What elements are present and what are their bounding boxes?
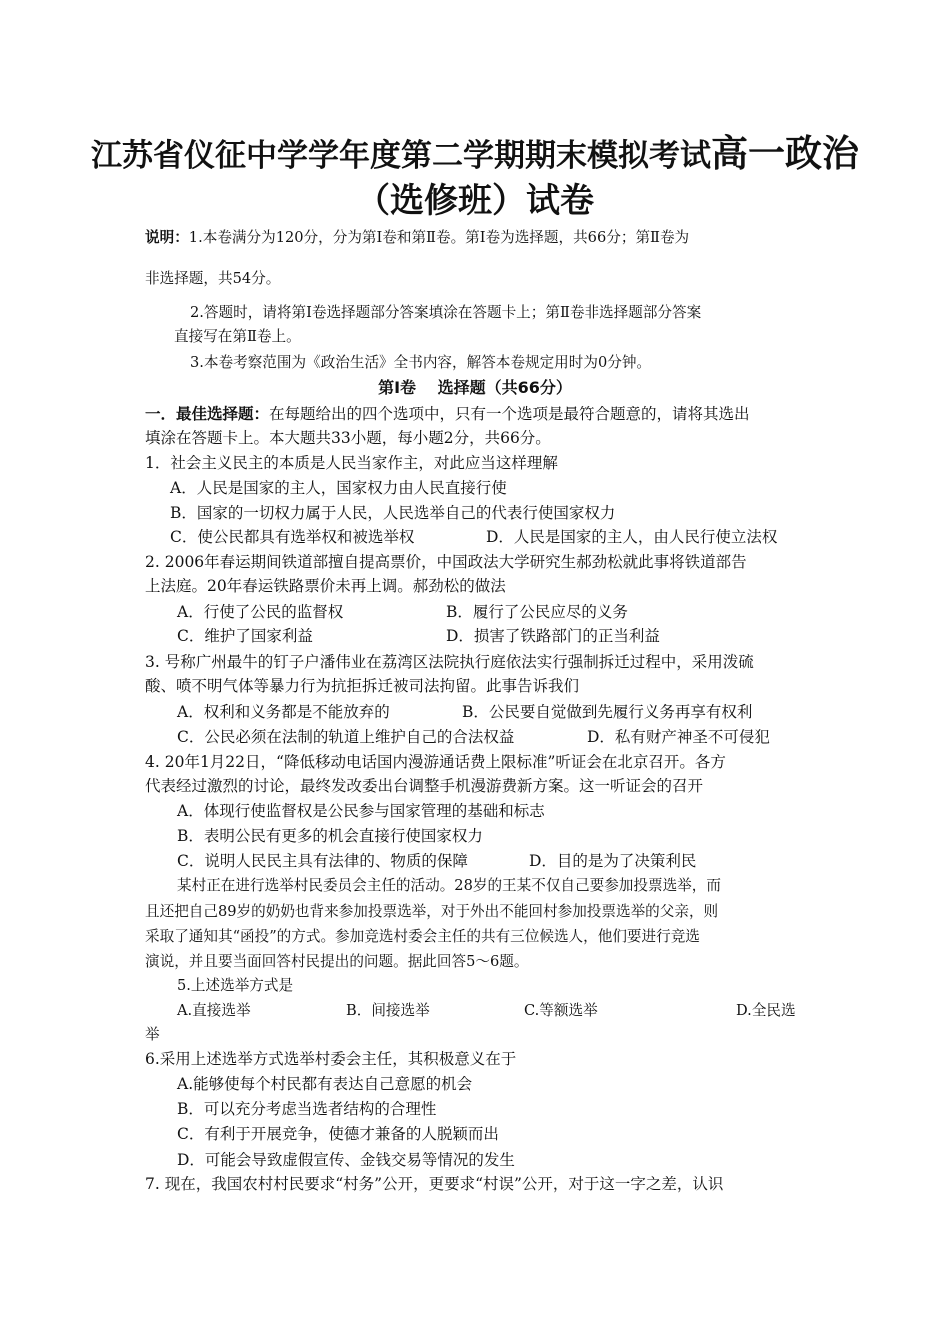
q1-stem: 1．社会主义民主的本质是人民当家作主，对此应当这样理解 [145, 454, 558, 472]
note-1-cont: 非选择题，共54分。 [145, 270, 281, 287]
part1-instruction [145, 402, 750, 426]
passage-line-1: 某村正在进行选举村民委员会主任的活动。28岁的王某不仅自己要参加投票选举，而 [177, 877, 721, 894]
q5-option-d-cont: 举 [145, 1026, 160, 1043]
q2-option-b: B．履行了公民应尽的义务 [446, 603, 628, 621]
note-1 [145, 226, 689, 250]
q6-option-a: A.能够使每个村民都有表达自己意愿的机会 [177, 1075, 473, 1093]
q4-stem-cont: 代表经过激烈的讨论，最终发改委出台调整手机漫游费新方案。这一听证会的召开 [145, 777, 704, 795]
q1-option-c: C．使公民都具有选举权和被选举权 [170, 528, 415, 546]
note-2: 2.答题时，请将第Ⅰ卷选择题部分答案填涂在答题卡上；第Ⅱ卷非选择题部分答案 [190, 304, 702, 321]
q7-stem: 7. 现在，我国农村村民要求“村务”公开，更要求“村误”公开，对于这一字之差，认识 [145, 1175, 724, 1193]
q3-stem-cont: 酸、喷不明气体等暴力行为抗拒拆迁被司法拘留。此事告诉我们 [145, 677, 580, 695]
note-2-cont: 直接写在第Ⅱ卷上。 [174, 328, 301, 345]
q2-option-c: C．维护了国家利益 [177, 627, 313, 645]
q3-option-b: B．公民要自觉做到先履行义务再享有权利 [462, 703, 753, 721]
q5-option-b: B．间接选举 [346, 1002, 430, 1019]
q2-option-a: A．行使了公民的监督权 [177, 603, 344, 621]
part1-text: 在每题给出的四个选项中，只有一个选项是最符合题意的，请将其选出 [269, 405, 750, 423]
exam-title-main: 江苏省仪征中学学年度第二学期期末模拟考试 [91, 138, 711, 174]
passage-line-2: 且还把自己89岁的奶奶也背来参加投票选举，对于外出不能回村参加投票选举的父亲，则 [145, 903, 719, 920]
exam-title-subject: 高一政治 [711, 132, 859, 175]
section-title: 第Ⅰ卷 选择题（共66分） [378, 378, 572, 397]
q2-stem-cont: 上法庭。20年春运铁路票价未再上调。郝劲松的做法 [145, 577, 506, 595]
note-1-text: 1.本卷满分为120分，分为第Ⅰ卷和第Ⅱ卷。第Ⅰ卷为选择题，共66分；第Ⅱ卷为 [188, 229, 690, 246]
q3-option-a: A．权利和义务都是不能放弃的 [177, 703, 390, 721]
q4-stem: 4. 20年1月22日，“降低移动电话国内漫游通话费上限标准”听证会在北京召开。各方 [145, 753, 726, 771]
q3-option-c: C．公民必须在法制的轨道上维护自己的合法权益 [177, 728, 515, 746]
q5-option-d: D.全民选 [736, 1002, 796, 1019]
q6-option-d: D．可能会导致虚假宣传、金钱交易等情况的发生 [177, 1151, 515, 1169]
q4-option-b: B．表明公民有更多的机会直接行使国家权力 [177, 827, 483, 845]
q3-option-d: D．私有财产神圣不可侵犯 [587, 728, 770, 746]
q4-option-a: A．体现行使监督权是公民参与国家管理的基础和标志 [177, 802, 545, 820]
q2-stem: 2. 2006年春运期间铁道部擅自提高票价，中国政法大学研究生郝劲松就此事将铁道部告 [145, 553, 747, 571]
q5-option-c: C.等额选举 [524, 1002, 598, 1019]
q3-stem: 3. 号称广州最牛的钉子户潘伟业在荔湾区法院执行庭依法实行强制拆迁过程中，采用泼硫 [145, 653, 754, 671]
q6-option-b: B．可以充分考虑当选者结构的合理性 [177, 1100, 437, 1118]
q1-option-b: B．国家的一切权力属于人民，人民选举自己的代表行使国家权力 [170, 504, 616, 522]
exam-title-line1 [0, 134, 950, 176]
passage-line-4: 演说，并且要当面回答村民提出的问题。据此回答5～6题。 [145, 953, 529, 970]
q4-option-d: D．目的是为了决策利民 [529, 852, 697, 870]
exam-title-line2: （选修班）试卷 [356, 181, 594, 221]
part1-instruction-cont: 填涂在答题卡上。本大题共33小题，每小题2分，共66分。 [145, 429, 551, 447]
q4-option-c: C．说明人民民主具有法律的、物质的保障 [177, 852, 468, 870]
q1-option-a: A．人民是国家的主人，国家权力由人民直接行使 [170, 479, 507, 497]
q6-stem: 6.采用上述选举方式选举村委会主任，其积极意义在于 [145, 1050, 517, 1068]
q1-option-d: D．人民是国家的主人，由人民行使立法权 [486, 528, 778, 546]
q5-option-a: A.直接选举 [177, 1002, 251, 1019]
q5-stem: 5.上述选举方式是 [177, 977, 294, 994]
q2-option-d: D．损害了铁路部门的正当利益 [446, 627, 660, 645]
passage-line-3: 采取了通知其“函投”的方式。参加竞选村委会主任的共有三位候选人，他们要进行竞选 [145, 928, 700, 945]
part1-label: 一．最佳选择题： [145, 405, 270, 423]
note-label: 说明： [145, 229, 189, 246]
q6-option-c: C．有利于开展竞争，使德才兼备的人脱颖而出 [177, 1125, 499, 1143]
note-3: 3.本卷考察范围为《政治生活》全书内容，解答本卷规定用时为0分钟。 [190, 354, 652, 371]
